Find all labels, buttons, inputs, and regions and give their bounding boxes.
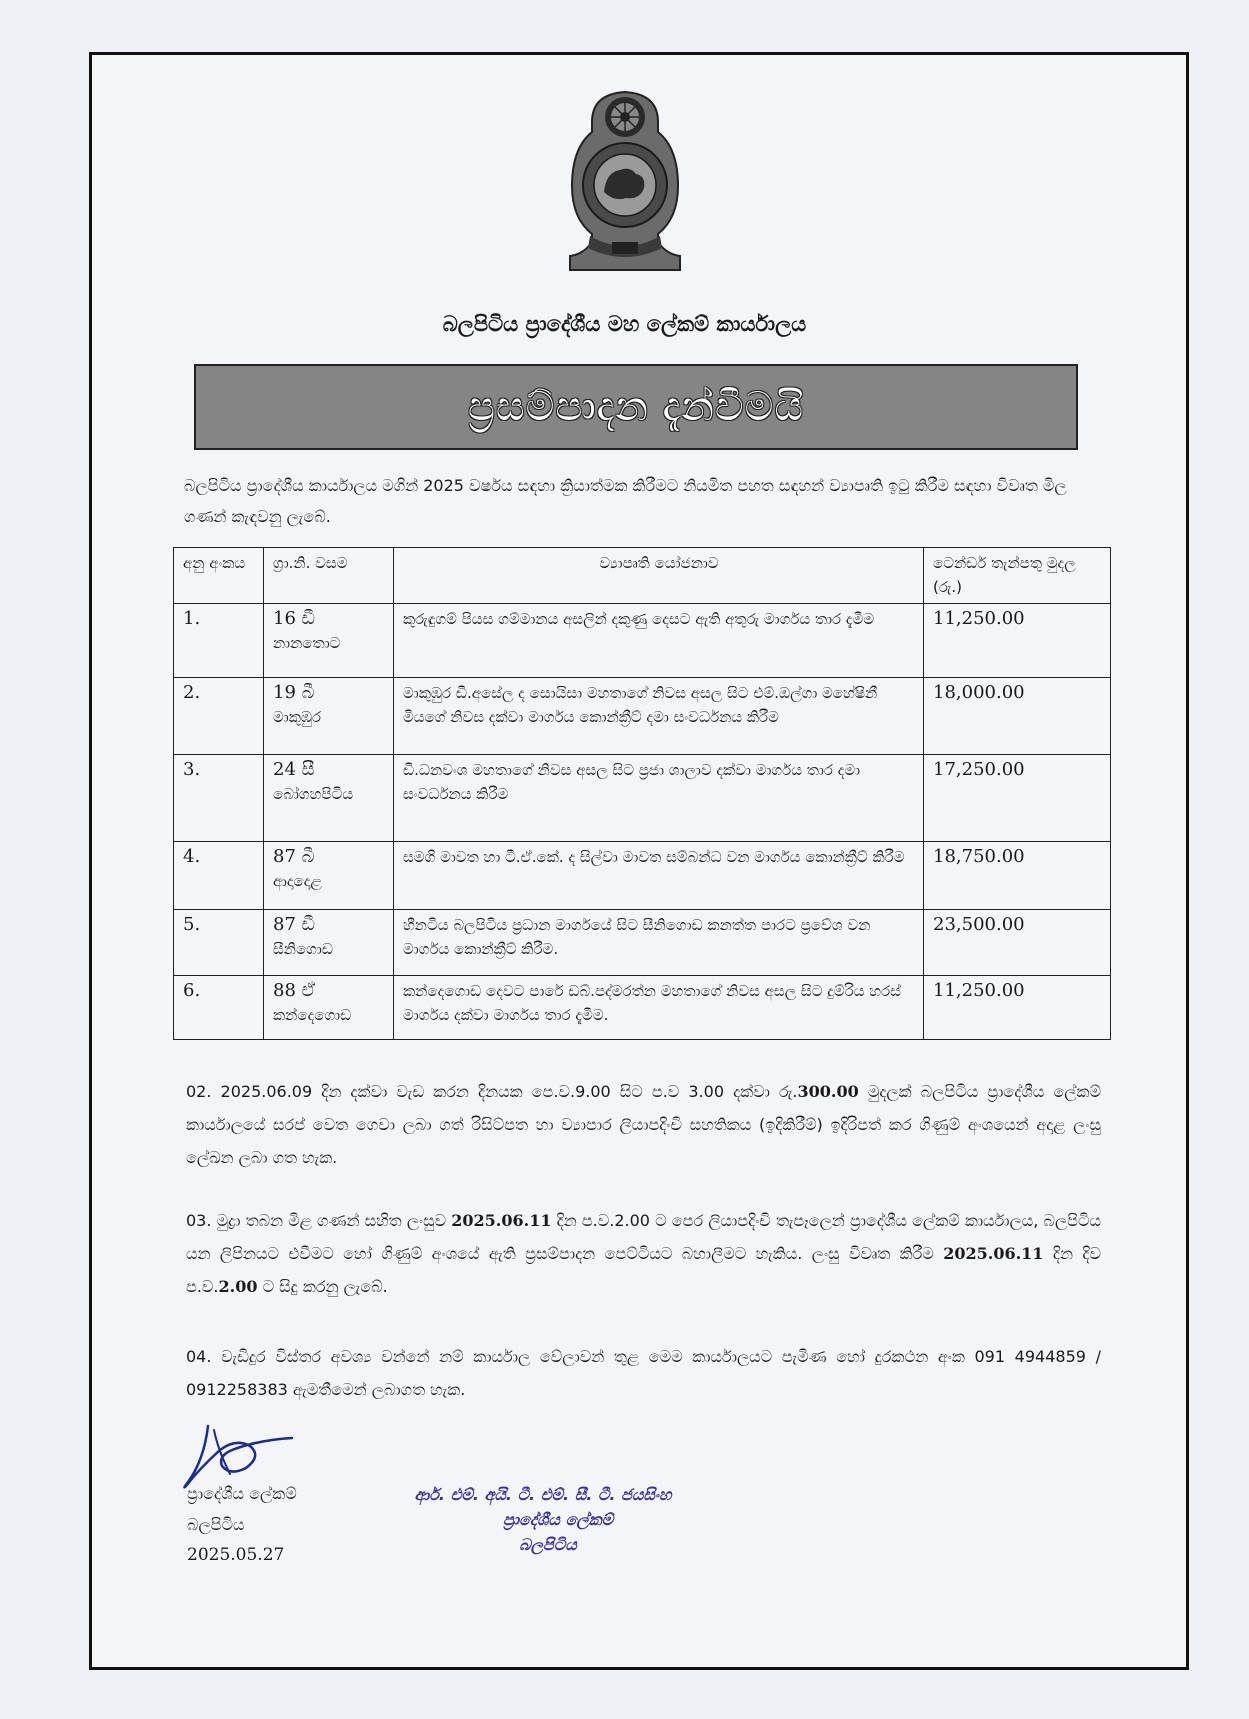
gn-division (264, 755, 394, 842)
stamp-title: ප්‍රාදේශීය ලේකම් (502, 1510, 614, 1529)
row-number: 3. (174, 755, 264, 842)
banner-title: ප්‍රසම්පාදන දැන්වීමයි (467, 384, 805, 430)
project-description: හීනටිය බලපිටිය ප්‍රධාන මාර්ගයේ සිට සීනිගොඩ කනත්ත පාරට ප්‍රවේශ වන මාර්ගය කොන්ක්‍රීට් කිරීම. (394, 910, 924, 976)
row-number: 6. (174, 976, 264, 1040)
gn-code: 87 ඩී (273, 914, 315, 935)
closing-time: 2.00 (614, 1211, 650, 1230)
gn-division (264, 976, 394, 1040)
gn-name: ආදාදොළ (273, 872, 322, 890)
para3-text: ට පෙර ලියාපදිංචි තැපෑලෙන් ප්‍රාදේශීය ලේකම් කාර්යාලය, බලපිටිය යන ලිපිනයට එවීමට හෝ ගිණුම් අංශයේ ඇති ප්‍රසම්පාදන පෙට්ටියට බහාලීමට හැකිය. ලංසු විවෘත කිරීම (186, 1211, 1101, 1263)
gn-name: සීනිගොඩ (273, 940, 333, 958)
deposit-amount: 18,000.00 (924, 678, 1111, 755)
table-row (174, 842, 1111, 910)
gn-division (264, 910, 394, 976)
table-row (174, 604, 1111, 678)
para3-text: ට සිදු කරනු ලැබේ. (257, 1277, 388, 1296)
header-project: ව්‍යාපෘති යෝජනාව (394, 548, 924, 604)
paragraph-03 (186, 1204, 1101, 1303)
para3-text: දින ප.ව. (551, 1211, 615, 1230)
gn-code: 87 බී (273, 846, 315, 867)
header-serial: අනු අංකය (174, 548, 264, 604)
paragraph-04: 04. වැඩිදුර විස්තර අවශ්‍ය වන්නේ නම් කාර්යාල වේලාවන් තුළ මෙම කාර්යාලයට පැමිණ හෝ දුරකථන අංක 091 4944859 / 0912258383 ඇමතීමෙන් ලබාගත හැක. (186, 1347, 1101, 1399)
gn-division (264, 678, 394, 755)
table-header-row (174, 548, 1111, 604)
project-description: මාකුඹුර ඩී.අසේල ද සොයිසා මහතාගේ නිවස අසල සිට එම්.ඔල්ගා මහේෂිනී මියගේ නිවස දක්වා මාර්ගය කොන්ක්‍රීට් දමා සංවර්ධනය කිරීම (394, 678, 924, 755)
notice-date: 2025.05.27 (187, 1545, 285, 1565)
para2-text: මුදලක් බලපිටිය ප්‍රාදේශීය ලේකම් කාර්යාලයේ සරප් වෙත ගෙවා ලබා ගත් රිසිට්පත හා ව්‍යාපාර ලියාපදිංචි සහතිකය (ඉදිකිරීම්) ඉදිරිපත් කර ගිණුම් අංශයෙන් අදාළ ලංසු ලේඛන ලබා ගත හැක. (186, 1082, 1102, 1167)
table-row (174, 976, 1111, 1040)
header-deposit: ටෙන්ඩර් තැන්පතු මුදල (රු.) (924, 548, 1111, 604)
gn-name: කන්දෙගොඩ (273, 1006, 352, 1024)
deposit-amount: 11,250.00 (924, 976, 1111, 1040)
closing-date: 2025.06.11 (451, 1211, 552, 1230)
gn-code: 88 ඒ (273, 980, 316, 1001)
intro-paragraph: බලපිටිය ප්‍රාදේශීය කාර්යාලය මගින් 2025 වර්ෂය සඳහා ක්‍රියාත්මක කිරීමට නියමිත පහත සඳහන් ව්‍යාපෘති ඉටු කිරීම සඳහා විවෘත මිල ගණන් කැඳවනු ලැබේ. (184, 476, 1067, 526)
signatory-title: ප්‍රාදේශීය ලේකම් (187, 1484, 297, 1503)
header-gn-division: ග්‍රා.නි. වසම (264, 548, 394, 604)
stamp-place: බලපිටිය (519, 1535, 577, 1554)
row-number: 1. (174, 604, 264, 678)
deposit-amount: 17,250.00 (924, 755, 1111, 842)
gn-code: 16 ඩී (273, 608, 315, 629)
signoff-block (187, 1478, 297, 1571)
notice-banner (194, 364, 1078, 450)
project-description: කන්දෙගොඩ දෙවට පාරේ ඩබ්.පද්මරත්න මහතාගේ නිවස අසල සිට දුම්රිය හරස් මාර්ගය දක්වා මාර්ගය තාර දැමීම. (394, 976, 924, 1040)
official-stamp (368, 1482, 738, 1566)
gn-code: 24 සී (273, 759, 315, 780)
opening-date: 2025.06.11 (943, 1244, 1044, 1263)
project-description: ඩී.ධනවංශ මහතාගේ නිවස අසල සිට ප්‍රජා ශාලාව දක්වා මාර්ගය තාර දමා සංවර්ධනය කිරීම (394, 755, 924, 842)
gn-name: බෝගහපිටිය (273, 785, 354, 803)
gn-division (264, 842, 394, 910)
project-description: කුරුඳුගම් පියස ගම්මානය අසලින් දකුණු දෙසට ඇති අතුරු මාර්ගය තාර දැමීම (394, 604, 924, 678)
row-number: 5. (174, 910, 264, 976)
table-row (174, 755, 1111, 842)
deposit-amount: 23,500.00 (924, 910, 1111, 976)
para2-text: 02. 2025.06.09 දින දක්වා වැඩ කරන දිනයක පෙ.ව.9.00 සිට ප.ව 3.00 දක්වා රු. (186, 1082, 798, 1101)
row-number: 4. (174, 842, 264, 910)
gn-code: 19 බී (273, 682, 315, 703)
stamp-name: ආර්. එම්. අයි. ටී. එම්. සී. ටී. ජයසිංහ (414, 1485, 672, 1504)
project-description: සමගි මාවත හා ටී.ඒ.කේ. ද සිල්වා මාවත සම්බන්ධ වන මාර්ගය කොන්ක්‍රීට් කිරීම (394, 842, 924, 910)
signatory-place: බලපිටිය (187, 1515, 245, 1534)
office-title: බලපිටිය ප්‍රාදේශීය මහ ලේකම් කාර්යාලය (442, 312, 807, 336)
gn-name: නානතොට (273, 634, 341, 652)
para3-text: 03. මුද්‍රා තබන මිළ ගණන් සහිත ලංසුව (186, 1211, 452, 1230)
government-emblem-icon (556, 88, 694, 273)
deposit-amount: 18,750.00 (924, 842, 1111, 910)
table-row (174, 678, 1111, 755)
document-fee: 300.00 (797, 1082, 859, 1101)
gn-name: මාකුඹුර (273, 708, 322, 726)
paragraph-02 (186, 1075, 1101, 1174)
gn-division (264, 604, 394, 678)
table-row (174, 910, 1111, 976)
tender-table (173, 547, 1111, 1040)
deposit-amount: 11,250.00 (924, 604, 1111, 678)
row-number: 2. (174, 678, 264, 755)
para3-text: දින දිව ප.ව. (186, 1244, 1101, 1296)
opening-time: 2.00 (218, 1277, 258, 1296)
